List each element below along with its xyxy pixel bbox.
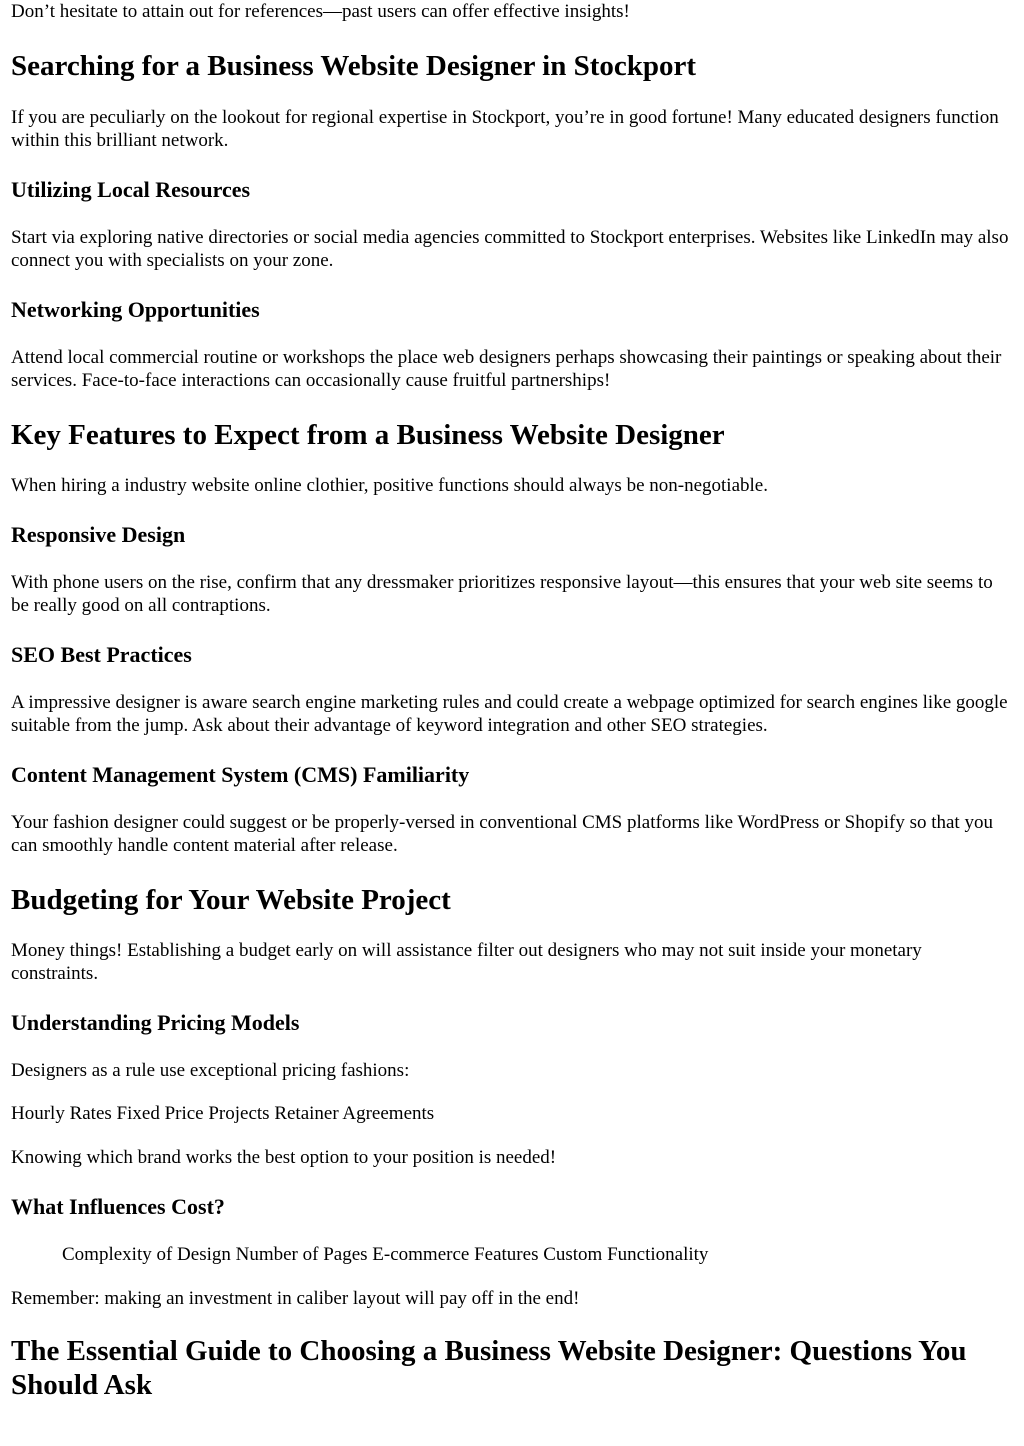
- influences-cost-list: Complexity of Design Number of Pages E-commerce Features Custom Functionality: [62, 1244, 709, 1265]
- cms-paragraph: Your fashion designer could suggest or be properly-versed in conventional CMS platforms like WordPress or Shopify so that you can smoothly handle content material after release.: [11, 812, 993, 856]
- pricing-models-after: Knowing which brand works the best option to your position is needed!: [11, 1147, 557, 1168]
- responsive-design-paragraph: With phone users on the rise, confirm that any dressmaker prioritizes responsive layout—this ensures that your web site seems to be really good on all contraptions.: [11, 572, 993, 616]
- section-heading-essential-guide: The Essential Guide to Choosing a Business Website Designer: Questions You Should Ask: [11, 1335, 967, 1401]
- budgeting-paragraph: Money things! Establishing a budget early on will assistance filter out designers who may not suit inside your monetary constraints.: [11, 940, 922, 984]
- subheading-cms: Content Management System (CMS) Familiarity: [11, 762, 470, 787]
- subheading-pricing-models: Understanding Pricing Models: [11, 1010, 300, 1035]
- section-heading-key-features: Key Features to Expect from a Business Website Designer: [11, 419, 725, 451]
- subheading-responsive-design: Responsive Design: [11, 522, 186, 547]
- key-features-paragraph: When hiring a industry website online clothier, positive functions should always be non-negotiable.: [11, 475, 768, 496]
- section-heading-budgeting: Budgeting for Your Website Project: [11, 884, 451, 916]
- local-resources-paragraph: Start via exploring native directories or social media agencies committed to Stockport enterprises. Websites like LinkedIn may also connect you with specialists on your zone.: [11, 227, 1009, 271]
- subheading-local-resources: Utilizing Local Resources: [11, 177, 251, 202]
- subheading-seo: SEO Best Practices: [11, 642, 192, 667]
- stockport-paragraph: If you are peculiarly on the lookout for regional expertise in Stockport, you’re in good fortune! Many educated designers function within this brilliant network.: [11, 107, 999, 151]
- subheading-networking: Networking Opportunities: [11, 297, 260, 322]
- intro-paragraph: Don’t hesitate to attain out for references—past users can offer effective insights!: [11, 1, 630, 22]
- pricing-models-list: Hourly Rates Fixed Price Projects Retainer Agreements: [11, 1103, 435, 1124]
- subheading-influences-cost: What Influences Cost?: [11, 1194, 225, 1219]
- section-heading-stockport: Searching for a Business Website Designer in Stockport: [11, 50, 697, 82]
- influences-cost-after: Remember: making an investment in caliber layout will pay off in the end!: [11, 1288, 580, 1309]
- seo-paragraph: A impressive designer is aware search engine marketing rules and could create a webpage optimized for search engines like google suitable from the jump. Ask about their advantage of keyword integration and other SEO strategies.: [11, 692, 1008, 736]
- pricing-models-paragraph: Designers as a rule use exceptional pricing fashions:: [11, 1060, 410, 1081]
- networking-paragraph: Attend local commercial routine or workshops the place web designers perhaps showcasing their paintings or speaking about their services. Face-to-face interactions can occasionally cause fruitful partnerships!: [11, 347, 1002, 391]
